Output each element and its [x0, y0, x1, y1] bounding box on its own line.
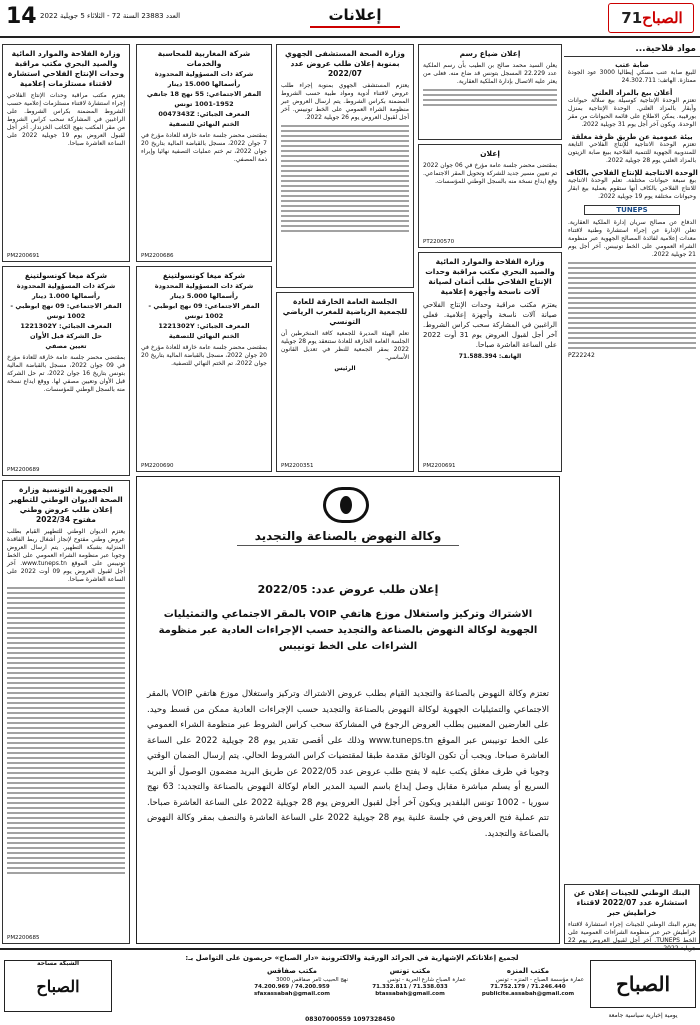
ad-body: الدفاع عن مصالح سريان إدارة الملكية العقارية. تعلن الإدارة عن إجراء استشارة وطنية لاقتناء معدات إعلامية لفائدة المصالح الجهوية عبر منظومة الشراء العمومي على الخط تونيبس. آخر أجل يوم 21 جويلية 2022. [568, 219, 696, 258]
logo-caption: الشبكة مساحة [36, 960, 80, 967]
ad-box [276, 44, 414, 288]
ad-subtitle: حل الشركة قبل الأوان [30, 332, 102, 340]
newspaper-logo [608, 3, 694, 33]
text-lines [564, 262, 700, 349]
ad-body: يعتزم البنك الوطني للجينات إجراء استشارة لاقتناء خراطيش حبر عبر منظومة الشراءات العمومية على الخط TUNEPS. آخر أجل لقبول العروض يوم 22 جويلية 2022. [568, 921, 696, 952]
office-block [472, 968, 584, 1022]
text-lines [423, 89, 557, 106]
ad-subtitle: المعرف الجبائي: 1221302Y [158, 322, 250, 330]
ad-ref: PM2200691 [7, 253, 40, 259]
ad-subtitle: المقر الاجتماعي: 55 نهج 18 جانفي 1952-1001 تونس [146, 90, 262, 108]
ad-box [2, 480, 130, 944]
ad-body: بمقتضى محضر جلسة عامة خارقة للعادة مؤرخ في 09 جوان 2022، مسجل بالقباضة المالية بتونس بتاريخ 16 جوان 2022، تم حل الشركة قبل الأوان وتعيين مصفي لها. ووقع ايداع نسخة منه بالسجل الوطني للمؤسسات. [7, 354, 125, 393]
footer-logo-secondary [4, 960, 112, 1012]
divider [237, 545, 459, 546]
office-phone: 71.332.811 / 71.338.033 [372, 984, 448, 990]
office-phone: 74.200.969 / 74.200.959 [254, 984, 330, 990]
ad-title: وزارة الفلاحة والموارد المائية والصيد البحري مكتب مراقبة وحدات الإنتاج الفلاحي استشارة لاقتناء مستلزمات إعلامية [7, 49, 125, 88]
notice-title: إعلان طلب عروض عدد: 2022/05 [257, 583, 439, 596]
section-title: إعلانات [300, 6, 410, 24]
office-name: مكتب صفاقس [266, 967, 318, 975]
ad-title: إعلان [480, 149, 500, 158]
agency-emblem-icon [323, 487, 369, 523]
ad-subtitle: شركة ذات المسؤولية المحدودة رأسمالها 15.000 دينار [154, 70, 254, 88]
ad-title: البنك الوطني للجينات إعلان عن استشارة عدد 2022/07 لاقتناء خراطيش حبر [573, 888, 691, 917]
main-notice [136, 476, 560, 944]
ad-signature: الرئيس [334, 365, 356, 372]
ad-body: يعلن السيد محمد صالح بن الطيب بأن رسم الملكية عدد 22.229 المسجل بتونس قد ضاع منه. فعلى من يعثر عليه الاتصال بإدارة الملكية العقارية. [423, 62, 557, 85]
ad-ref: PM2200351 [281, 463, 314, 469]
ad-title: شركة المغاربية للمحاسبة والخدمات [157, 49, 251, 68]
right-column [564, 42, 700, 360]
ad-body: تعتزم الوحدة الانتاجية للإنتاج الفلاحي التابعة للمندوبية الجهوية للتنمية الفلاحية ببيع صابة الزيتون بالمزاد العلني يوم 28 جويلية 2022. [568, 141, 696, 164]
ad-body: يعتزم المستشفى الجهوي بمنوبة إجراء طلب عروض لاقتناء أدوية ومواد طبية حسب الشروط المضمنة بكراس الشروط. يتم ارسال العروض عبر منظومة الشراء العمومي على الخط تونيبس. آخر أجل لقبول العروض يوم 26 جويلية 2022. [281, 82, 409, 121]
page-number: 14 [6, 4, 37, 29]
ad-body: يعتزم مكتب مراقبة وحدات الإنتاج الفلاحي إجراء استشارة لاقتناء مستلزمات إعلامية حسب الشروط المضمنة بكراس الشروط. على الراغبين في المشاركة سحب كراس الشروط من مقر المكتب بنهج الكاتب الخزندار. آخر أجل لقبول العروض يوم 19 جويلية 2022 على الساعة العاشرة صباحا. [7, 92, 125, 147]
footer-logo: الصباح [590, 960, 696, 1008]
footer-phone: 08307000559 1097328450 [305, 1016, 395, 1023]
office-email[interactable]: sfaxassabah@gmail.com [254, 991, 330, 997]
ad-ref: PT2200570 [423, 239, 455, 245]
ad-title: إعلان ضياع رسم [459, 49, 521, 58]
ad-subtitle: تعيين مصفي [45, 342, 87, 350]
ad-ref: PM2200690 [141, 463, 174, 469]
ad-body: تعلم الهيئة المديرة للجمعية كافة المنخرطين أن الجلسة العامة الخارقة للعادة ستنعقد يوم 28 جويلية 2022 بمقر الجمعية للنظر في تعديل القانون الأساسي. [281, 330, 409, 361]
ad-subtitle: المقر الاجتماعي: 09 نهج ابوظبي - 1002 تونس [148, 302, 260, 320]
logo-text: الصباح [36, 976, 80, 996]
ad-box [418, 44, 562, 140]
ad-title: الجلسة العامة الخارقة للعادة للجمعية الرياضية للمغرب الرياضي التونسي [282, 297, 408, 326]
ad-subtitle: شركة ذات المسؤولية المحدودة رأسمالها 1.000 دينار [16, 282, 116, 300]
ad-body: بيع سبعة حيوانات مختلفة. تعلم الوحدة الانتاجية للانتاج الفلاحي بالكاف أنها ستقوم بعملية بيع ابقار وحيوانات مختلفة يوم 19 جويلية 2022. [568, 177, 696, 200]
ad-box [418, 144, 562, 248]
ad-title: شركة ميغا كونسولتينغ [162, 271, 246, 280]
ad-box [2, 266, 130, 476]
notice-org: وكالة النهوض بالصناعة والتجديد [254, 529, 442, 543]
ad-subtitle: المعرف الجبائي: 1221302Y [20, 322, 112, 330]
ad-body: تعتزم الوحدة الإنتاجية كوسيلة بيع سلالة حيوانات وأبقار بالمزاد العلني. الوحدة الإنتاجية بمنزل بورقيبة. يمكن الاطلاع على قائمة الحيوانات من مقر الوحدة. ويكون آخر أجل يوم 31 جويلية 2022. [568, 97, 696, 128]
ad-ref: PM2200685 [7, 935, 40, 941]
ad-body: للبيع صابة عنب مسكي إيطاليا 3000 عود الجودة ممتازة. الهاتف: 24.302.711 [568, 69, 696, 84]
ad-box [2, 44, 130, 262]
ad-title: أعلان بيع بالمزاد العلني [591, 89, 673, 97]
logo-number: 71 [621, 9, 643, 27]
office-address: نهج الحبيب ثامر صفاقس 3000 [275, 977, 348, 983]
office-email[interactable]: publicite.assabah@gmail.com [481, 991, 575, 997]
ad-body: يعتزم الديوان الوطني للتطهير القيام بطلب عروض وطني مفتوح لإنجاز أشغال ربط الفاقدة المنزلية بشبكة التطهير. يتم ارسال العروض وجوبا عبر منظومة الشراء العمومي على الخط تونيبس على الموقع www.tuneps.tn. آخر أجل لقبول العروض يوم 09 أوت 2022 على الساعة العاشرة صباحا. [7, 528, 125, 583]
office-name: مكتب تونس [389, 967, 431, 975]
office-address: عمارة مؤسسة الصباح - المنزه - تونس [495, 977, 584, 983]
text-lines [7, 587, 125, 874]
ad-title: الوحدة الانتاجية للإنتاج الفلاحي بالكاف [566, 169, 698, 177]
ad-phone: الهاتف: 71.588.394 [458, 353, 522, 360]
office-name: مكتب المنزه [506, 967, 550, 975]
ad-ref: PM2200689 [7, 467, 40, 473]
ad-body: بمقتضى محضر جلسة عامة خارقة للعادة مؤرخ في 7 جوان 2022، مسجل بالقباضة المالية بتاريخ 20 جوان 2022، تم ختم عمليات التصفية نهائيا وإبراء ذمة المصفي. [141, 132, 267, 163]
issue-info: العدد 23883 السنة 72 - الثلاثاء 5 جويلية 2022 [40, 12, 181, 20]
ad-body: بمقتضى محضر جلسة عامة مؤرخ في 06 جوان 2022 تم تعيين مسير جديد للشركة وتحويل المقر الاجتماعي. وقع ايداع نسخة منه بالسجل الوطني للمؤسسات. [423, 162, 557, 185]
ad-title: وزارة الفلاحة والموارد المائية والصيد البحري مكتب مراقبة وحدات الإنتاج الفلاحي طلب أثمان لصيانة آلات ناسخة وأجهزة إعلامية [425, 257, 555, 296]
office-phone: 71.752.179 / 71.246.440 [490, 984, 566, 990]
notice-body: تعتزم وكالة النهوض بالصناعة والتجديد القيام بطلب عروض الاشتراك وتركيز واستغلال موزع هاتفي VOIP بالمقر الاجتماعي والتمثيليات الجهوية لوكالة النهوض بالصناعة والتجديد حسب الإجراءات العادية ممكن من قسط وحيد. على العارضين المعنيين بطلب العروض الرجوع في المشاركة سحب كراس الشروط عبر منظومة الشراء العمومي على الخط تونيبس عبر الموقع www.tuneps.tn وذلك على أقصى تقدير يوم 28 جويلية 2022 على الساعة العاشرة صباحا. ويجب أن تكون الوثائق مقدمة طبقا لمقتضيات كراس الشروط الحالي. يتم إرسال الضمان الوقتي وجوبا في ظرف مغلق يكتب عليه لا يفتح طلب عروض عدد 2022/05 عن طريق البريد مضمون الوصول أو البريد السريع أو يسلم مباشرة مقابل وصل إيداع باسم السيد المدير العام لوكالة النهوض بالصناعة والتجديد: 63 نهج سوريا - 1002 تونس البلفدير ويكون آخر أجل لقبول العروض يوم 28 جويلية 2022 على الساعة العاشرة صباحا. تتم عملية فتح العروض في جلسة علنية يوم 28 جويلية 2022 على الساعة العاشرة والنصف بمقر وكالة النهوض بالصناعة والتجديد. [147, 689, 550, 839]
text-lines [281, 125, 409, 232]
office-email[interactable]: btassabah@gmail.com [375, 991, 445, 997]
ad-subtitle: الختم النهائي للتصفية [168, 120, 240, 128]
page-footer [0, 948, 700, 1025]
ad-body: يعتزم مكتب مراقبة وحدات الإنتاج الفلاحي صيانة آلات ناسخة وأجهزة إعلامية. فعلى الراغبين في المشاركة سحب كراس الشروط. آخر أجل لقبول العروض يوم 31 أوت 2022 على الساعة العاشرة صباحا. [423, 301, 557, 349]
ad-title: صابة عنب [615, 61, 649, 69]
ad-subtitle: المقر الاجتماعي: 09 نهج ابوظبي - 1002 تونس [10, 302, 122, 320]
ad-box [564, 884, 700, 952]
ad-subtitle: المعرف الجبائي: 0047343Z [158, 110, 250, 118]
ad-box [136, 44, 272, 262]
ad-ref: PM2200691 [423, 463, 456, 469]
ad-box [276, 292, 414, 472]
tuneps-logo: TUNEPS [584, 205, 680, 215]
logo-text: الصباح [642, 9, 683, 27]
ad-title: بيئة عمومية عن طريق ظرفة مغلقة [571, 133, 693, 141]
ad-body: بمقتضى محضر جلسة عامة خارقة للعادة مؤرخ في 20 جوان 2022، مسجل بالقباضة المالية بتاريخ 20 جوان 2022، تم الختم النهائي للتصفية. [141, 344, 267, 367]
ad-title: الجمهورية التونسية وزارة الصحة الديوان الوطني للتطهير إعلان طلب عروض وطني مفتوح 2022/34 [9, 485, 123, 524]
ad-ref: PZ22242 [568, 352, 595, 359]
ad-box [418, 252, 562, 472]
ad-ref: PM2200686 [141, 253, 174, 259]
ad-title: شركة ميغا كونسولتينغ [24, 271, 108, 280]
ad-title: وزارة الصحة المستشفى الجهوي بمنوبة إعلان طلب عروض عدد 2022/07 [285, 49, 405, 78]
page-header [0, 0, 700, 38]
ad-subtitle: الختم النهائي للتصفية [168, 332, 240, 340]
ad-subtitle: شركة ذات المسؤولية المحدودة رأسمالها 5.000 دينار [154, 282, 254, 300]
notice-subtitle: الاشتراك وتركيز واستغلال موزع هاتفي VOIP بالمقر الاجتماعي والتمثيليات الجهوية لوكالة النهوض بالصناعة والتجديد حسب الإجراءات العادية عبر منظومة الشراءات على الخط تونيبس [158, 609, 538, 652]
office-block [354, 968, 466, 1022]
footer-tagline: يومية إخبارية سياسية جامعة [608, 1012, 678, 1019]
office-block [236, 968, 348, 1022]
column-title: مواد فلاحية... [564, 42, 700, 57]
footer-heading: لجميع إعلاناتكم الإشهارية في الجرائد الورقية والالكترونية «دار الصباح» حريصون على التواصل بـ: [185, 954, 519, 962]
office-address: عمارة الصباح شارع الحرية - تونس [387, 977, 466, 983]
ad-box [136, 266, 272, 472]
